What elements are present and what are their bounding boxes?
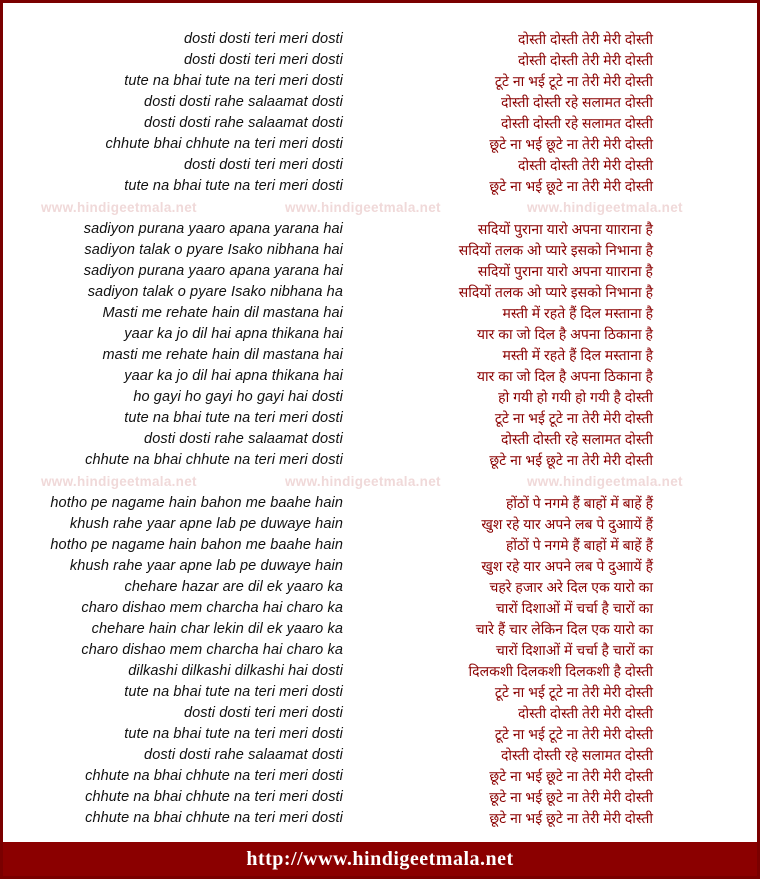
lyrics-line-roman: chhute na bhai chhute na teri meri dosti: [85, 789, 343, 805]
lyrics-line: [3, 766, 757, 787]
lyrics-line: [3, 619, 757, 640]
lyrics-line-devanagari: खुश रहे यार अपने लब पे दुआायें हैं: [481, 516, 653, 532]
lyrics-line-roman: chhute na bhai chhute na teri meri dosti: [85, 810, 343, 826]
lyrics-line-devanagari: सदियों तलक ओ प्यारे इसको निभाना है: [458, 284, 653, 300]
lyrics-line-roman: tute na bhai tute na teri meri dosti: [124, 410, 343, 426]
lyrics-line-devanagari: छूटे ना भई छूटे ना तेरी मेरी दोस्ती: [489, 136, 653, 152]
watermark-text: www.hindigeetmala.net: [527, 474, 683, 489]
lyrics-line-roman: dilkashi dilkashi dilkashi hai dosti: [128, 663, 343, 679]
lyrics-line-roman: yaar ka jo dil hai apna thikana hai: [124, 326, 343, 342]
lyrics-line: [3, 92, 757, 113]
lyrics-line: [3, 134, 757, 155]
lyrics-stanza-3: [3, 493, 757, 829]
lyrics-line-roman: chhute na bhai chhute na teri meri dosti: [85, 768, 343, 784]
lyrics-line: [3, 50, 757, 71]
lyrics-line: [3, 345, 757, 366]
lyrics-line-roman: chhute na bhai chhute na teri meri dosti: [85, 452, 343, 468]
lyrics-line: [3, 219, 757, 240]
lyrics-line-devanagari: दोस्ती दोस्ती तेरी मेरी दोस्ती: [518, 157, 653, 173]
lyrics-line: [3, 640, 757, 661]
lyrics-line-devanagari: टूटे ना भई टूटे ना तेरी मेरी दोस्ती: [494, 726, 653, 742]
watermark-text: www.hindigeetmala.net: [41, 474, 197, 489]
lyrics-line-devanagari: यार का जो दिल है अपना ठिकाना है: [476, 326, 653, 342]
footer-bar: [3, 842, 757, 876]
lyrics-line-devanagari: यार का जो दिल है अपना ठिकाना है: [476, 368, 653, 384]
lyrics-line-roman: chhute bhai chhute na teri meri dosti: [105, 136, 343, 152]
lyrics-line: [3, 598, 757, 619]
lyrics-line: [3, 282, 757, 303]
lyrics-line: [3, 724, 757, 745]
lyrics-line-devanagari: दोस्ती दोस्ती रहे सलामत दोस्ती: [501, 94, 653, 110]
lyrics-line: [3, 71, 757, 92]
lyrics-line-roman: khush rahe yaar apne lab pe duwaye hain: [69, 516, 343, 532]
lyrics-line: [3, 577, 757, 598]
lyrics-line-devanagari: टूटे ना भई टूटे ना तेरी मेरी दोस्ती: [494, 684, 653, 700]
lyrics-line-roman: dosti dosti teri meri dosti: [183, 705, 343, 721]
watermark-text: www.hindigeetmala.net: [285, 474, 441, 489]
lyrics-line-roman: charo dishao mem charcha hai charo ka: [81, 600, 343, 616]
lyrics-line-roman: dosti dosti rahe salaamat dosti: [144, 94, 343, 110]
lyrics-line-roman: ho gayi ho gayi ho gayi hai dosti: [133, 389, 343, 405]
lyrics-line-roman: hotho pe nagame hain bahon me baahe hain: [50, 495, 343, 511]
lyrics-line: [3, 450, 757, 471]
lyrics-line: [3, 661, 757, 682]
lyrics-line-roman: sadiyon talak o pyare Isako nibhana ha: [87, 284, 343, 300]
lyrics-line: [3, 324, 757, 345]
lyrics-line-roman: sadiyon purana yaaro apana yarana hai: [83, 263, 343, 279]
lyrics-line-devanagari: दोस्ती दोस्ती रहे सलामत दोस्ती: [501, 115, 653, 131]
lyrics-line-roman: khush rahe yaar apne lab pe duwaye hain: [69, 558, 343, 574]
lyrics-line: [3, 808, 757, 829]
lyrics-line-roman: tute na bhai tute na teri meri dosti: [124, 178, 343, 194]
lyrics-line-devanagari: सदियों तलक ओ प्यारे इसको निभाना है: [458, 242, 653, 258]
lyrics-stanza-2: [3, 219, 757, 471]
lyrics-line-devanagari: हो गयी हो गयी हो गयी है दोस्ती: [498, 389, 653, 405]
lyrics-line-devanagari: मस्ती में रहते हैं दिल मस्ताना है: [502, 347, 653, 363]
lyrics-line-devanagari: चारे हैं चार लेकिन दिल एक यारो का: [475, 621, 653, 637]
lyrics-line-devanagari: चहरे हजार अरे दिल एक यारो का: [489, 579, 653, 595]
site-url-link[interactable]: http://www.hindigeetmala.net: [246, 847, 514, 870]
lyrics-line-devanagari: दिलकशी दिलकशी दिलकशी है दोस्ती: [468, 663, 653, 679]
lyrics-stanza-1: [3, 29, 757, 197]
lyrics-line-roman: sadiyon purana yaaro apana yarana hai: [83, 221, 343, 237]
lyrics-line-devanagari: मस्ती में रहते हैं दिल मस्ताना है: [502, 305, 653, 321]
lyrics-line: [3, 176, 757, 197]
lyrics-line: [3, 366, 757, 387]
lyrics-line: [3, 155, 757, 176]
lyrics-line-roman: chehare hazar are dil ek yaaro ka: [124, 579, 343, 595]
lyrics-line: [3, 261, 757, 282]
lyrics-line-devanagari: खुश रहे यार अपने लब पे दुआायें हैं: [481, 558, 653, 574]
lyrics-line: [3, 745, 757, 766]
lyrics-line-roman: charo dishao mem charcha hai charo ka: [81, 642, 343, 658]
lyrics-line-devanagari: छूटे ना भई छूटे ना तेरी मेरी दोस्ती: [489, 768, 653, 784]
watermark-text: www.hindigeetmala.net: [285, 200, 441, 215]
watermark-band: [3, 471, 757, 493]
lyrics-line-devanagari: सदियों पुराना यारो अपना यााराना है: [477, 221, 653, 237]
lyrics-line-roman: hotho pe nagame hain bahon me baahe hain: [50, 537, 343, 553]
lyrics-line: [3, 787, 757, 808]
lyrics-line-roman: tute na bhai tute na teri meri dosti: [124, 726, 343, 742]
lyrics-line: [3, 29, 757, 50]
lyrics-line: [3, 535, 757, 556]
lyrics-line-devanagari: होंठों पे नगमे हैं बाहों में बाहें हैं: [506, 537, 653, 553]
lyrics-line-devanagari: दोस्ती दोस्ती रहे सलामत दोस्ती: [501, 431, 653, 447]
lyrics-line-devanagari: दोस्ती दोस्ती तेरी मेरी दोस्ती: [518, 31, 653, 47]
lyrics-line: [3, 113, 757, 134]
lyrics-line-roman: masti me rehate hain dil mastana hai: [102, 347, 343, 363]
lyrics-line-roman: dosti dosti rahe salaamat dosti: [144, 115, 343, 131]
lyrics-line-roman: tute na bhai tute na teri meri dosti: [124, 684, 343, 700]
watermark-text: www.hindigeetmala.net: [41, 200, 197, 215]
lyrics-content: [3, 3, 757, 829]
lyrics-line: [3, 682, 757, 703]
lyrics-line-devanagari: दोस्ती दोस्ती तेरी मेरी दोस्ती: [518, 52, 653, 68]
lyrics-line: [3, 240, 757, 261]
lyrics-line-devanagari: चारों दिशाओं में चर्चा है चारों का: [495, 600, 653, 616]
lyrics-line-roman: sadiyon talak o pyare Isako nibhana hai: [84, 242, 343, 258]
lyrics-line: [3, 429, 757, 450]
lyrics-line-roman: dosti dosti rahe salaamat dosti: [144, 747, 343, 763]
watermark-text: www.hindigeetmala.net: [527, 200, 683, 215]
lyrics-line-roman: tute na bhai tute na teri meri dosti: [124, 73, 343, 89]
lyrics-line-roman: Masti me rehate hain dil mastana hai: [102, 305, 343, 321]
lyrics-line-roman: dosti dosti rahe salaamat dosti: [144, 431, 343, 447]
lyrics-line-roman: dosti dosti teri meri dosti: [183, 52, 343, 68]
lyrics-line-devanagari: होंठों पे नगमे हैं बाहों में बाहें हैं: [506, 495, 653, 511]
lyrics-line: [3, 387, 757, 408]
lyrics-line-devanagari: छूटे ना भई छूटे ना तेरी मेरी दोस्ती: [489, 452, 653, 468]
lyrics-line-devanagari: चारों दिशाओं में चर्चा है चारों का: [495, 642, 653, 658]
lyrics-line: [3, 556, 757, 577]
lyrics-line-roman: dosti dosti teri meri dosti: [183, 31, 343, 47]
lyrics-line: [3, 514, 757, 535]
lyrics-line-roman: chehare hain char lekin dil ek yaaro ka: [91, 621, 343, 637]
lyrics-line-devanagari: छूटे ना भई छूटे ना तेरी मेरी दोस्ती: [489, 810, 653, 826]
lyrics-line-devanagari: दोस्ती दोस्ती तेरी मेरी दोस्ती: [518, 705, 653, 721]
lyrics-line: [3, 303, 757, 324]
lyrics-line-devanagari: छूटे ना भई छूटे ना तेरी मेरी दोस्ती: [489, 178, 653, 194]
lyrics-line-devanagari: टूटे ना भई टूटे ना तेरी मेरी दोस्ती: [494, 410, 653, 426]
lyrics-line-devanagari: टूटे ना भई टूटे ना तेरी मेरी दोस्ती: [494, 73, 653, 89]
lyrics-line: [3, 493, 757, 514]
lyrics-line: [3, 408, 757, 429]
lyrics-line: [3, 703, 757, 724]
lyrics-line-roman: yaar ka jo dil hai apna thikana hai: [124, 368, 343, 384]
lyrics-line-roman: dosti dosti teri meri dosti: [183, 157, 343, 173]
lyrics-line-devanagari: दोस्ती दोस्ती रहे सलामत दोस्ती: [501, 747, 653, 763]
lyrics-line-devanagari: छूटे ना भई छूटे ना तेरी मेरी दोस्ती: [489, 789, 653, 805]
lyrics-line-devanagari: सदियों पुराना यारो अपना यााराना है: [477, 263, 653, 279]
watermark-band: [3, 197, 757, 219]
